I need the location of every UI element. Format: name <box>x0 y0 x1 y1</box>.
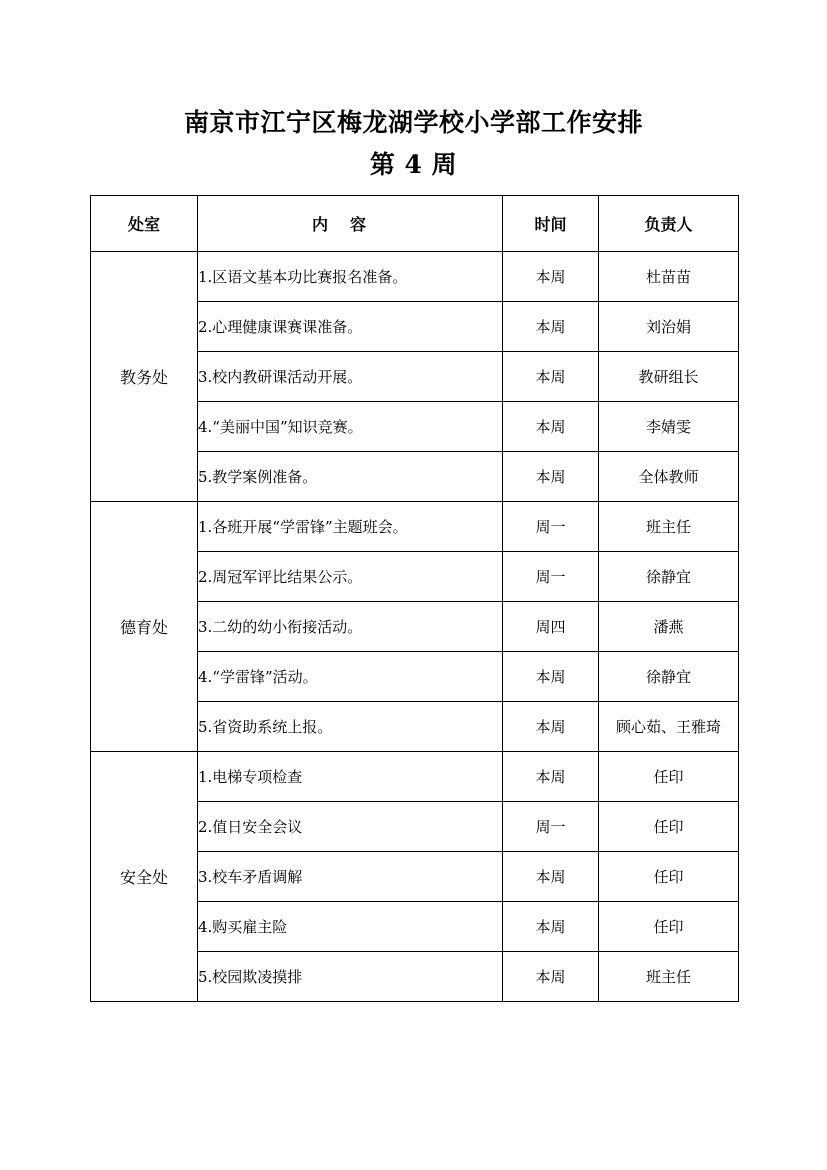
header-time: 时间 <box>503 196 599 252</box>
time-cell: 本周 <box>503 952 599 1002</box>
content-cell: 3.校车矛盾调解 <box>198 852 503 902</box>
person-cell: 全体教师 <box>599 452 739 502</box>
table-body <box>91 252 739 1002</box>
header-content: 内容 <box>198 196 503 252</box>
content-cell: 4.购买雇主险 <box>198 902 503 952</box>
content-cell: 3.校内教研课活动开展。 <box>198 352 503 402</box>
time-cell: 本周 <box>503 402 599 452</box>
dept-cell: 德育处 <box>91 502 198 752</box>
week-subtitle: 第 4 周 <box>369 150 458 179</box>
time-cell: 本周 <box>503 902 599 952</box>
time-cell: 周四 <box>503 602 599 652</box>
content-cell: 4.“美丽中国”知识竞赛。 <box>198 402 503 452</box>
content-cell: 2.心理健康课赛课准备。 <box>198 302 503 352</box>
time-cell: 本周 <box>503 352 599 402</box>
time-cell: 本周 <box>503 652 599 702</box>
person-cell: 徐静宜 <box>599 552 739 602</box>
content-cell: 4.“学雷锋”活动。 <box>198 652 503 702</box>
time-cell: 本周 <box>503 302 599 352</box>
time-cell: 本周 <box>503 702 599 752</box>
person-cell: 任印 <box>599 852 739 902</box>
person-cell: 潘燕 <box>599 602 739 652</box>
header-row <box>91 196 739 252</box>
person-cell: 教研组长 <box>599 352 739 402</box>
person-cell: 李婧雯 <box>599 402 739 452</box>
time-cell: 本周 <box>503 452 599 502</box>
person-cell: 刘治娟 <box>599 302 739 352</box>
content-cell: 2.周冠军评比结果公示。 <box>198 552 503 602</box>
time-cell: 周一 <box>503 552 599 602</box>
header-dept: 处室 <box>91 196 198 252</box>
person-cell: 班主任 <box>599 952 739 1002</box>
person-cell: 任印 <box>599 902 739 952</box>
time-cell: 周一 <box>503 502 599 552</box>
content-cell: 3.二幼的幼小衔接活动。 <box>198 602 503 652</box>
content-cell: 5.校园欺凌摸排 <box>198 952 503 1002</box>
content-cell: 2.值日安全会议 <box>198 802 503 852</box>
time-cell: 周一 <box>503 802 599 852</box>
time-cell: 本周 <box>503 752 599 802</box>
content-cell: 1.电梯专项检查 <box>198 752 503 802</box>
time-cell: 本周 <box>503 852 599 902</box>
table-row <box>91 502 739 552</box>
content-cell: 5.教学案例准备。 <box>198 452 503 502</box>
header-person: 负责人 <box>599 196 739 252</box>
person-cell: 杜苗苗 <box>599 252 739 302</box>
content-cell: 1.各班开展“学雷锋”主题班会。 <box>198 502 503 552</box>
person-cell: 顾心茹、王雅琦 <box>599 702 739 752</box>
time-cell: 本周 <box>503 252 599 302</box>
dept-cell: 安全处 <box>91 752 198 1002</box>
content-cell: 5.省资助系统上报。 <box>198 702 503 752</box>
content-cell: 1.区语文基本功比赛报名准备。 <box>198 252 503 302</box>
person-cell: 徐静宜 <box>599 652 739 702</box>
person-cell: 任印 <box>599 752 739 802</box>
table-row <box>91 752 739 802</box>
dept-cell: 教务处 <box>91 252 198 502</box>
page-title: 南京市江宁区梅龙湖学校小学部工作安排 <box>183 108 643 137</box>
schedule-table <box>90 195 739 1002</box>
table-row <box>91 252 739 302</box>
person-cell: 任印 <box>599 802 739 852</box>
person-cell: 班主任 <box>599 502 739 552</box>
